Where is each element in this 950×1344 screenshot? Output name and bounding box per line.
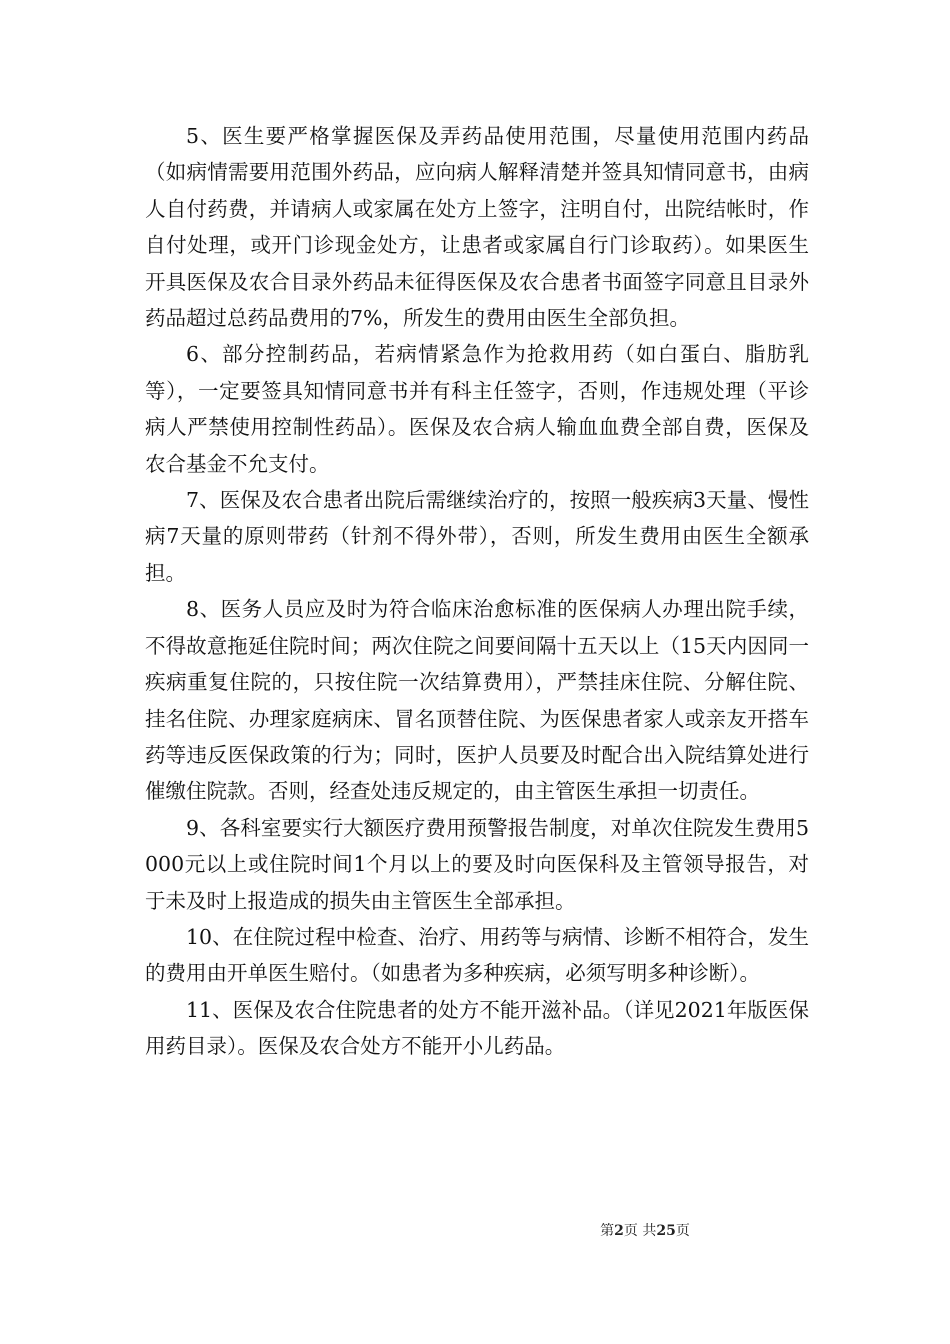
paragraph-6: 6、部分控制药品，若病情紧急作为抢救用药（如白蛋白、脂肪乳等），一定要签具知情同意书并有科主任签字，否则，作违规处理（平诊病人严禁使用控制性药品）。医保及农合病人输血血费全部自费，医保及农合基金不允支付。 [145,342,809,476]
paragraph-7: 7、医保及农合患者出院后需继续治疗的，按照一般疾病3天量、慢性病7天量的原则带药（针剂不得外带），否则，所发生费用由医生全额承担。 [145,488,809,585]
footer-middle: 页 共 [623,1223,657,1239]
paragraph-11: 11、医保及农合住院患者的处方不能开滋补品。（详见2021年版医保用药目录）。医保及农合处方不能开小儿药品。 [145,997,809,1059]
footer-suffix: 页 [675,1223,690,1239]
document-body [145,118,809,1065]
paragraph-9: 9、各科室要实行大额医疗费用预警报告制度，对单次住院发生费用5000元以上或住院时间1个月以上的要及时向医保科及主管领导报告，对于未及时上报造成的损失由主管医生全部承担。 [145,815,809,913]
current-page-number: 2 [614,1223,624,1239]
paragraph-8: 8、医务人员应及时为符合临床治愈标准的医保病人办理出院手续，不得故意拖延住院时间；两次住院之间要间隔十五天以上（15天内因同一疾病重复住院的，只按住院一次结算费用），严禁挂床住院、分解住院、挂名住院、办理家庭病床、冒名顶替住院、为医保患者家人或亲友开搭车药等违反医保政策的行为；同时，医护人员要及时配合出入院结算处进行催缴住院款。否则，经查处违反规定的，由主管医生承担一切责任。 [145,597,809,804]
footer-prefix: 第 [600,1223,615,1239]
paragraph-5: 5、医生要严格掌握医保及弄药品使用范围，尽量使用范围内药品（如病情需要用范围外药品，应向病人解释清楚并签具知情同意书，由病人自付药费，并请病人或家属在处方上签字，注明自付，出院结帐时，作自付处理，或开门诊现金处方，让患者或家属自行门诊取药）。如果医生开具医保及农合目录外药品未征得医保及农合患者书面签字同意且目录外药品超过总药品费用的7%，所发生的费用由医生全部负担。 [145,124,809,331]
paragraph-10: 10、在住院过程中检查、治疗、用药等与病情、诊断不相符合，发生的费用由开单医生赔付。（如患者为多种疾病，必须写明多种诊断）。 [145,924,809,986]
total-pages-number: 25 [656,1223,676,1239]
page-footer [0,1222,950,1240]
